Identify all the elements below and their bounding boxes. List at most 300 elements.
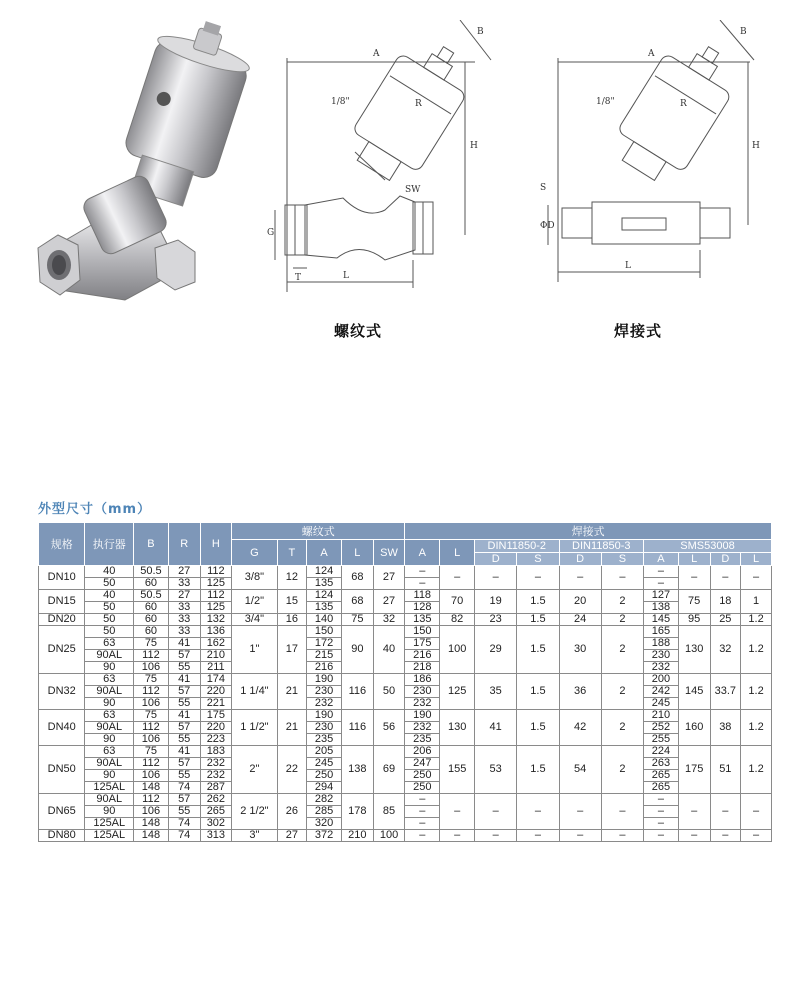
sms-l-cell: 175 xyxy=(678,746,710,794)
header-G: G xyxy=(232,540,277,566)
b-cell: 106 xyxy=(134,806,169,818)
sms-a-cell: 242 xyxy=(644,686,679,698)
din2-d-cell: – xyxy=(475,566,517,590)
a-cell: 245 xyxy=(307,758,342,770)
sw-cell: 85 xyxy=(373,794,405,830)
a-cell: 135 xyxy=(307,602,342,614)
r-cell: 74 xyxy=(168,818,200,830)
h-cell: 112 xyxy=(200,590,232,602)
sms-l-cell: – xyxy=(678,830,710,842)
h-cell: 265 xyxy=(200,806,232,818)
table-row xyxy=(39,746,772,758)
sms-a-cell: 230 xyxy=(644,650,679,662)
r-cell: 27 xyxy=(168,590,200,602)
sms-l2-cell: 1.2 xyxy=(741,710,772,746)
table-row xyxy=(39,662,772,674)
header-sms-D: D xyxy=(710,553,741,566)
h-cell: 313 xyxy=(200,830,232,842)
header-R: R xyxy=(168,523,200,566)
table-row xyxy=(39,830,772,842)
r-cell: 55 xyxy=(168,698,200,710)
weld-a-cell: 235 xyxy=(405,734,440,746)
t-cell: 26 xyxy=(277,794,307,830)
actuator-cell: 90AL xyxy=(85,758,134,770)
sms-l2-cell: 1.2 xyxy=(741,626,772,674)
valve-photo xyxy=(30,20,265,320)
weld-a-cell: 247 xyxy=(405,758,440,770)
dim-H-welded: H xyxy=(752,141,760,151)
h-cell: 125 xyxy=(200,578,232,590)
r-cell: 33 xyxy=(168,614,200,626)
b-cell: 75 xyxy=(134,710,169,722)
a-cell: 320 xyxy=(307,818,342,830)
table-row xyxy=(39,722,772,734)
header-H: H xyxy=(200,523,232,566)
table-row xyxy=(39,686,772,698)
h-cell: 162 xyxy=(200,638,232,650)
l-cell: 68 xyxy=(342,566,374,590)
dim-R: R xyxy=(415,99,422,109)
din3-s-cell: 2 xyxy=(601,710,643,746)
a-cell: 372 xyxy=(307,830,342,842)
dim-port: 1/8" xyxy=(331,97,350,107)
b-cell: 50.5 xyxy=(134,566,169,578)
table-row xyxy=(39,626,772,638)
sms-d-cell: 25 xyxy=(710,614,741,626)
a-cell: 124 xyxy=(307,590,342,602)
r-cell: 57 xyxy=(168,686,200,698)
sms-l2-cell: – xyxy=(741,830,772,842)
h-cell: 287 xyxy=(200,782,232,794)
sms-a-cell: 252 xyxy=(644,722,679,734)
din3-d-cell: 54 xyxy=(559,746,601,794)
sms-l-cell: – xyxy=(678,794,710,830)
din3-s-cell: 2 xyxy=(601,746,643,794)
din3-s-cell: 2 xyxy=(601,674,643,710)
sms-a-cell: 224 xyxy=(644,746,679,758)
sms-a-cell: 127 xyxy=(644,590,679,602)
sms-d-cell: – xyxy=(710,566,741,590)
weld-a-cell: 190 xyxy=(405,710,440,722)
weld-l-cell: – xyxy=(440,794,475,830)
sms-a-cell: – xyxy=(644,566,679,578)
header-sms-L2: L xyxy=(741,553,772,566)
sw-cell: 27 xyxy=(373,590,405,614)
actuator-cell: 125AL xyxy=(85,818,134,830)
actuator-cell: 90 xyxy=(85,662,134,674)
actuator-cell: 63 xyxy=(85,746,134,758)
b-cell: 148 xyxy=(134,830,169,842)
table-row xyxy=(39,698,772,710)
r-cell: 74 xyxy=(168,782,200,794)
table-row xyxy=(39,818,772,830)
actuator-cell: 50 xyxy=(85,602,134,614)
a-cell: 135 xyxy=(307,578,342,590)
g-cell: 2" xyxy=(232,746,277,794)
table-row xyxy=(39,566,772,578)
l-cell: 178 xyxy=(342,794,374,830)
weld-a-cell: 206 xyxy=(405,746,440,758)
sms-l2-cell: – xyxy=(741,566,772,590)
sms-l-cell: 130 xyxy=(678,626,710,674)
spec-cell: DN80 xyxy=(39,830,85,842)
a-cell: 250 xyxy=(307,770,342,782)
din3-s-cell: – xyxy=(601,794,643,830)
table-row xyxy=(39,734,772,746)
sms-a-cell: 210 xyxy=(644,710,679,722)
actuator-cell: 90AL xyxy=(85,650,134,662)
header-T: T xyxy=(277,540,307,566)
din3-s-cell: – xyxy=(601,566,643,590)
h-cell: 125 xyxy=(200,602,232,614)
din2-d-cell: 41 xyxy=(475,710,517,746)
caption-welded: 焊接式 xyxy=(614,322,663,340)
table-row xyxy=(39,794,772,806)
header-din11850-3: DIN11850-3 xyxy=(559,540,643,553)
weld-a-cell: 232 xyxy=(405,698,440,710)
g-cell: 1 1/4" xyxy=(232,674,277,710)
din3-d-cell: 20 xyxy=(559,590,601,614)
sw-cell: 27 xyxy=(373,566,405,590)
a-cell: 190 xyxy=(307,710,342,722)
r-cell: 41 xyxy=(168,638,200,650)
b-cell: 112 xyxy=(134,794,169,806)
r-cell: 55 xyxy=(168,734,200,746)
a-cell: 215 xyxy=(307,650,342,662)
r-cell: 33 xyxy=(168,578,200,590)
weld-l-cell: 130 xyxy=(440,710,475,746)
actuator-cell: 50 xyxy=(85,626,134,638)
weld-a-cell: 218 xyxy=(405,662,440,674)
sms-a-cell: 188 xyxy=(644,638,679,650)
actuator-cell: 90 xyxy=(85,806,134,818)
a-cell: 216 xyxy=(307,662,342,674)
dimension-table-wrapper xyxy=(38,522,772,842)
threaded-valve-drawing xyxy=(265,20,535,300)
header-B: B xyxy=(134,523,169,566)
header-weld-L: L xyxy=(440,540,475,566)
h-cell: 132 xyxy=(200,614,232,626)
header-threaded: 螺纹式 xyxy=(232,523,405,540)
weld-a-cell: – xyxy=(405,578,440,590)
g-cell: 3" xyxy=(232,830,277,842)
a-cell: 282 xyxy=(307,794,342,806)
spec-cell: DN20 xyxy=(39,614,85,626)
sms-a-cell: 138 xyxy=(644,602,679,614)
din3-s-cell: 2 xyxy=(601,590,643,614)
dimension-table-body xyxy=(39,566,772,842)
header-A: A xyxy=(307,540,342,566)
actuator-cell: 125AL xyxy=(85,782,134,794)
actuator-cell: 63 xyxy=(85,638,134,650)
b-cell: 112 xyxy=(134,686,169,698)
l-cell: 138 xyxy=(342,746,374,794)
header-spec: 规格 xyxy=(39,523,85,566)
sms-d-cell: 33.7 xyxy=(710,674,741,710)
weld-a-cell: 118 xyxy=(405,590,440,602)
dim-H: H xyxy=(470,141,478,151)
a-cell: 232 xyxy=(307,698,342,710)
b-cell: 60 xyxy=(134,626,169,638)
sms-a-cell: 200 xyxy=(644,674,679,686)
header-din2-D: D xyxy=(475,553,517,566)
header-weld-A: A xyxy=(405,540,440,566)
r-cell: 57 xyxy=(168,722,200,734)
actuator-cell: 40 xyxy=(85,590,134,602)
header-din2-S: S xyxy=(517,553,559,566)
weld-a-cell: 250 xyxy=(405,782,440,794)
h-cell: 302 xyxy=(200,818,232,830)
h-cell: 223 xyxy=(200,734,232,746)
sw-cell: 69 xyxy=(373,746,405,794)
table-row xyxy=(39,602,772,614)
table-row xyxy=(39,770,772,782)
weld-a-cell: 216 xyxy=(405,650,440,662)
g-cell: 3/4" xyxy=(232,614,277,626)
actuator-cell: 90AL xyxy=(85,794,134,806)
sms-l-cell: 145 xyxy=(678,674,710,710)
din2-s-cell: 1.5 xyxy=(517,710,559,746)
a-cell: 205 xyxy=(307,746,342,758)
sms-l2-cell: 1 xyxy=(741,590,772,614)
actuator-cell: 50 xyxy=(85,614,134,626)
h-cell: 175 xyxy=(200,710,232,722)
h-cell: 112 xyxy=(200,566,232,578)
h-cell: 183 xyxy=(200,746,232,758)
a-cell: 230 xyxy=(307,722,342,734)
l-cell: 90 xyxy=(342,626,374,674)
weld-l-cell: – xyxy=(440,566,475,590)
r-cell: 74 xyxy=(168,830,200,842)
l-cell: 210 xyxy=(342,830,374,842)
g-cell: 1" xyxy=(232,626,277,674)
weld-l-cell: 155 xyxy=(440,746,475,794)
dim-port-welded: 1/8" xyxy=(596,97,615,107)
weld-l-cell: 70 xyxy=(440,590,475,614)
spec-cell: DN10 xyxy=(39,566,85,590)
dim-B-welded: B xyxy=(740,27,747,37)
sms-a-cell: 265 xyxy=(644,770,679,782)
din3-s-cell: 2 xyxy=(601,614,643,626)
b-cell: 50.5 xyxy=(134,590,169,602)
din3-d-cell: 24 xyxy=(559,614,601,626)
din3-d-cell: 42 xyxy=(559,710,601,746)
din2-d-cell: 53 xyxy=(475,746,517,794)
r-cell: 55 xyxy=(168,770,200,782)
b-cell: 106 xyxy=(134,770,169,782)
table-row xyxy=(39,638,772,650)
din3-d-cell: – xyxy=(559,830,601,842)
dim-S-welded: S xyxy=(540,183,547,193)
sms-l2-cell: – xyxy=(741,794,772,830)
din2-d-cell: – xyxy=(475,830,517,842)
r-cell: 41 xyxy=(168,710,200,722)
actuator-cell: 90 xyxy=(85,734,134,746)
dim-B: B xyxy=(477,27,484,37)
h-cell: 221 xyxy=(200,698,232,710)
sms-a-cell: 255 xyxy=(644,734,679,746)
table-row xyxy=(39,806,772,818)
sw-cell: 50 xyxy=(373,674,405,710)
table-row xyxy=(39,578,772,590)
actuator-cell: 90AL xyxy=(85,686,134,698)
sms-l2-cell: 1.2 xyxy=(741,674,772,710)
b-cell: 148 xyxy=(134,818,169,830)
spec-cell: DN40 xyxy=(39,710,85,746)
weld-a-cell: – xyxy=(405,806,440,818)
b-cell: 106 xyxy=(134,662,169,674)
r-cell: 57 xyxy=(168,650,200,662)
header-sms-L: L xyxy=(678,553,710,566)
header-actuator: 执行器 xyxy=(85,523,134,566)
din2-d-cell: 19 xyxy=(475,590,517,614)
dim-L-welded: L xyxy=(625,261,631,271)
r-cell: 55 xyxy=(168,662,200,674)
b-cell: 112 xyxy=(134,722,169,734)
r-cell: 33 xyxy=(168,626,200,638)
din2-s-cell: 1.5 xyxy=(517,626,559,674)
sms-a-cell: 145 xyxy=(644,614,679,626)
h-cell: 210 xyxy=(200,650,232,662)
table-row xyxy=(39,614,772,626)
t-cell: 16 xyxy=(277,614,307,626)
din2-s-cell: – xyxy=(517,794,559,830)
header-din3-D: D xyxy=(559,553,601,566)
h-cell: 220 xyxy=(200,686,232,698)
sms-a-cell: – xyxy=(644,806,679,818)
table-row xyxy=(39,758,772,770)
din2-d-cell: 35 xyxy=(475,674,517,710)
din2-s-cell: 1.5 xyxy=(517,674,559,710)
spec-cell: DN50 xyxy=(39,746,85,794)
sms-a-cell: 265 xyxy=(644,782,679,794)
a-cell: 230 xyxy=(307,686,342,698)
g-cell: 3/8" xyxy=(232,566,277,590)
b-cell: 60 xyxy=(134,614,169,626)
sms-a-cell: 165 xyxy=(644,626,679,638)
weld-a-cell: 175 xyxy=(405,638,440,650)
b-cell: 106 xyxy=(134,698,169,710)
b-cell: 75 xyxy=(134,674,169,686)
sms-l-cell: 95 xyxy=(678,614,710,626)
dim-T: T xyxy=(295,273,302,283)
din2-d-cell: – xyxy=(475,794,517,830)
weld-a-cell: 232 xyxy=(405,722,440,734)
b-cell: 112 xyxy=(134,650,169,662)
din2-s-cell: 1.5 xyxy=(517,746,559,794)
b-cell: 106 xyxy=(134,734,169,746)
din2-d-cell: 29 xyxy=(475,626,517,674)
dim-R-welded: R xyxy=(680,99,687,109)
g-cell: 2 1/2" xyxy=(232,794,277,830)
actuator-cell: 63 xyxy=(85,710,134,722)
din3-s-cell: – xyxy=(601,830,643,842)
sw-cell: 56 xyxy=(373,710,405,746)
dim-G: G xyxy=(267,228,275,238)
h-cell: 211 xyxy=(200,662,232,674)
a-cell: 235 xyxy=(307,734,342,746)
table-row xyxy=(39,782,772,794)
h-cell: 232 xyxy=(200,770,232,782)
b-cell: 75 xyxy=(134,638,169,650)
sms-d-cell: 32 xyxy=(710,626,741,674)
table-row xyxy=(39,674,772,686)
weld-a-cell: 128 xyxy=(405,602,440,614)
spec-cell: DN15 xyxy=(39,590,85,614)
weld-a-cell: – xyxy=(405,794,440,806)
sms-a-cell: 263 xyxy=(644,758,679,770)
t-cell: 21 xyxy=(277,710,307,746)
dim-A: A xyxy=(373,49,380,59)
header-welded: 焊接式 xyxy=(405,523,772,540)
h-cell: 232 xyxy=(200,758,232,770)
spec-cell: DN32 xyxy=(39,674,85,710)
table-row xyxy=(39,710,772,722)
sms-a-cell: – xyxy=(644,794,679,806)
actuator-cell: 90 xyxy=(85,698,134,710)
a-cell: 294 xyxy=(307,782,342,794)
h-cell: 220 xyxy=(200,722,232,734)
weld-a-cell: 135 xyxy=(405,614,440,626)
b-cell: 75 xyxy=(134,746,169,758)
g-cell: 1/2" xyxy=(232,590,277,614)
sms-d-cell: 51 xyxy=(710,746,741,794)
header-din3-S: S xyxy=(601,553,643,566)
actuator-cell: 90AL xyxy=(85,722,134,734)
a-cell: 150 xyxy=(307,626,342,638)
b-cell: 148 xyxy=(134,782,169,794)
weld-l-cell: 125 xyxy=(440,674,475,710)
actuator-cell: 50 xyxy=(85,578,134,590)
l-cell: 75 xyxy=(342,614,374,626)
l-cell: 116 xyxy=(342,674,374,710)
actuator-cell: 40 xyxy=(85,566,134,578)
section-title: 外型尺寸（mm） xyxy=(38,502,152,517)
weld-a-cell: 250 xyxy=(405,770,440,782)
a-cell: 285 xyxy=(307,806,342,818)
actuator-cell: 63 xyxy=(85,674,134,686)
product-illustrations xyxy=(0,0,800,350)
r-cell: 57 xyxy=(168,758,200,770)
sms-a-cell: – xyxy=(644,818,679,830)
r-cell: 27 xyxy=(168,566,200,578)
t-cell: 21 xyxy=(277,674,307,710)
sms-a-cell: – xyxy=(644,578,679,590)
din3-s-cell: 2 xyxy=(601,626,643,674)
l-cell: 116 xyxy=(342,710,374,746)
weld-a-cell: – xyxy=(405,830,440,842)
sw-cell: 32 xyxy=(373,614,405,626)
sms-a-cell: 232 xyxy=(644,662,679,674)
caption-threaded: 螺纹式 xyxy=(334,322,383,340)
weld-l-cell: – xyxy=(440,830,475,842)
r-cell: 57 xyxy=(168,794,200,806)
a-cell: 124 xyxy=(307,566,342,578)
sw-cell: 40 xyxy=(373,626,405,674)
dim-L: L xyxy=(343,271,349,281)
sms-d-cell: – xyxy=(710,794,741,830)
weld-a-cell: 186 xyxy=(405,674,440,686)
a-cell: 172 xyxy=(307,638,342,650)
sms-l2-cell: 1.2 xyxy=(741,614,772,626)
din2-s-cell: – xyxy=(517,566,559,590)
dim-SW: SW xyxy=(405,185,421,195)
sms-d-cell: – xyxy=(710,830,741,842)
sms-d-cell: 18 xyxy=(710,590,741,614)
din2-s-cell: 1.5 xyxy=(517,614,559,626)
sms-l-cell: 160 xyxy=(678,710,710,746)
r-cell: 41 xyxy=(168,746,200,758)
